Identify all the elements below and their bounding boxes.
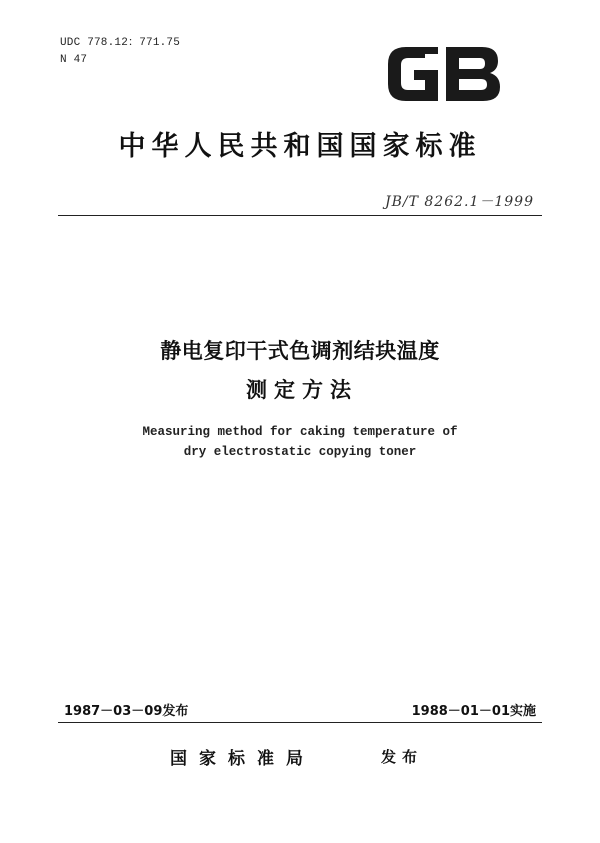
title-chinese-line-2: 测定方法 [246,378,358,402]
gb-logo-icon [384,42,504,106]
title-chinese-line-1: 静电复印干式色调剂结块温度 [160,339,440,363]
issue-label: 发布 [381,748,424,766]
udc-code: UDC 778.12：771.75 [60,37,181,49]
national-standard-header: 中华人民共和国国家标准 [118,131,482,162]
title-english-line-2: dry electrostatic copying toner [183,445,417,459]
standard-number: JB/T 8262.1－1999 [384,194,534,210]
classification-code: N 47 [60,54,88,66]
implementation-date: 1988－01－01实施 [411,704,536,719]
header-divider [58,215,542,216]
footer-divider [58,722,542,723]
title-english-line-1: Measuring method for caking temperature of [142,425,458,439]
issuing-authority: 国家标准局 [170,749,315,769]
issue-date: 1987－03－09发布 [64,704,189,719]
